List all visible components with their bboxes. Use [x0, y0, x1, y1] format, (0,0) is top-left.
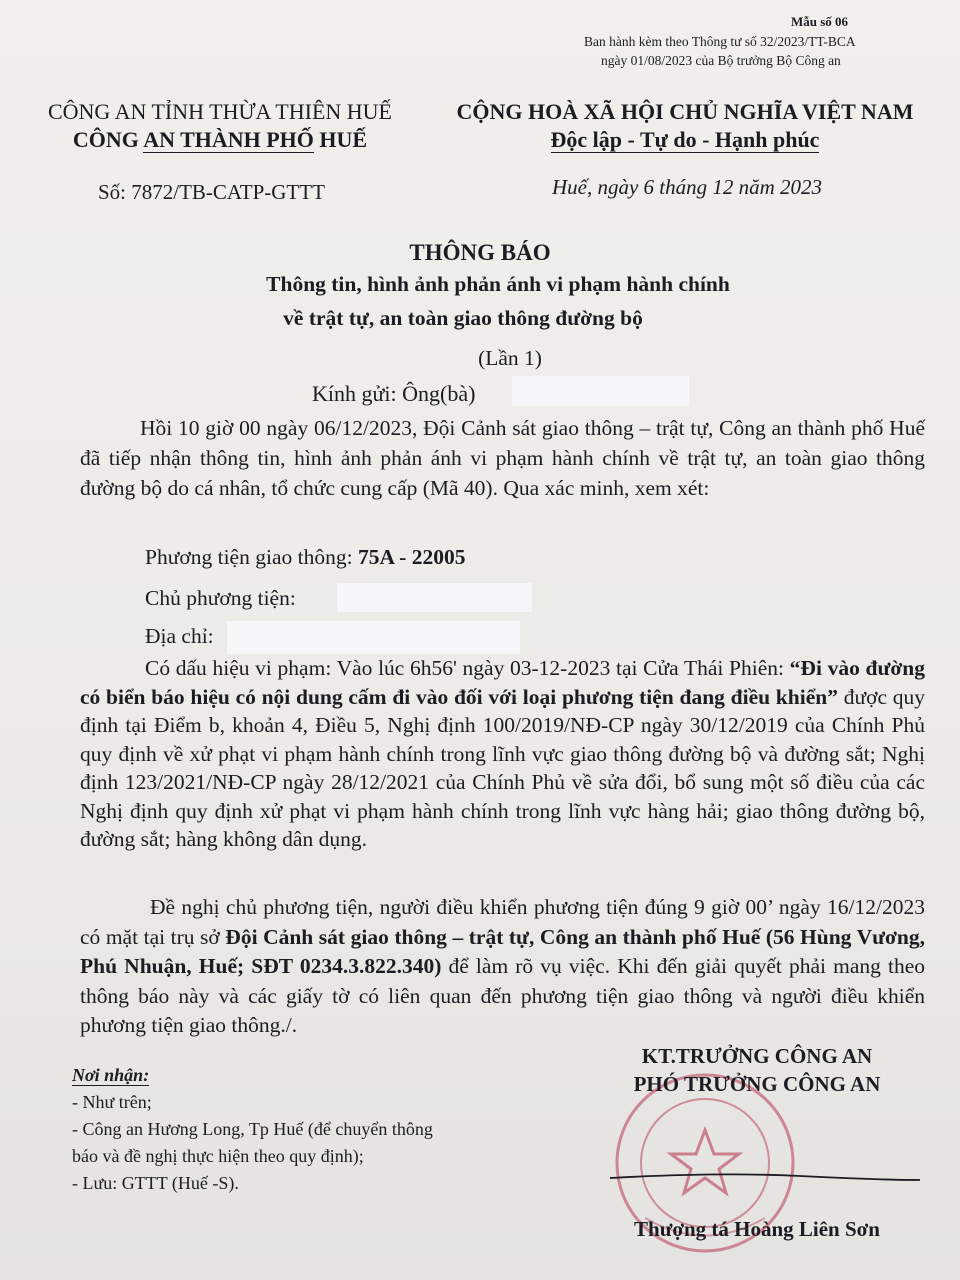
- recipients-heading: Nơi nhận:: [72, 1065, 150, 1085]
- redacted-name: [512, 376, 689, 406]
- signer-name: Thượng tá Hoàng Liên Sơn: [634, 1217, 880, 1241]
- document-number: Số: 7872/TB-CATP-GTTT: [98, 180, 325, 204]
- address-field: Địa chỉ:: [145, 624, 214, 648]
- signature-stroke: [600, 1150, 930, 1190]
- recipient-item: báo và đề nghị thực hiện theo quy định);: [72, 1146, 364, 1166]
- document-subtitle-line-1: Thông tin, hình ảnh phản ánh vi phạm hành chính: [266, 272, 730, 296]
- addressee-line: Kính gửi: Ông(bà): [312, 381, 476, 406]
- recipient-item: - Lưu: GTTT (Huế -S).: [72, 1173, 239, 1193]
- owner-field: Chủ phương tiện:: [145, 586, 296, 610]
- notice-occasion: (Lần 1): [478, 346, 542, 370]
- request-paragraph: Đề nghị chủ phương tiện, người điều khiển phương tiện đúng 9 giờ 00’ ngày 16/12/2023 có mặt tại trụ sở Đội Cảnh sát giao thông – trật tự, Công an thành phố Huế (56 Hùng Vương, Phú Nhuận, Huế; SĐT 0234.3.822.340) để làm rõ vụ việc. Khi đến giải quyết phải mang theo thông báo này và các giấy tờ có liên quan đến phương tiện giao thông và người điều khiển phương tiện giao thông./.: [80, 895, 925, 1037]
- recipient-item: - Công an Hương Long, Tp Huế (để chuyển thông: [72, 1119, 433, 1139]
- signer-authority: KT.TRƯỞNG CÔNG AN: [641, 1044, 873, 1068]
- intro-paragraph: Hồi 10 giờ 00 ngày 06/12/2023, Đội Cảnh sát giao thông – trật tự, Công an thành phố Huế đã tiếp nhận thông tin, hình ảnh phản ánh vi phạm hành chính về trật tự, an toàn giao thông đường bộ do cá nhân, tổ chức cung cấp (Mã 40). Qua xác minh, xem xét:: [80, 416, 925, 500]
- issuing-unit: CÔNG AN THÀNH PHỐ HUẾ: [72, 127, 368, 152]
- form-number: Mẫu số 06: [790, 14, 848, 29]
- form-reference-line-2: ngày 01/08/2023 của Bộ trưởng Bộ Công an: [601, 53, 841, 68]
- violation-paragraph: Có dấu hiệu vi phạm: Vào lúc 6h56' ngày 03-12-2023 tại Cửa Thái Phiên: “Đi vào đường có biển báo hiệu có nội dung cấm đi vào đối với loại phương tiện đang điều khiển” được quy định tại Điểm b, khoản 4, Điều 5, Nghị định 100/2019/NĐ-CP ngày 30/12/2019 của Chính Phủ quy định về xử phạt vi phạm hành chính trong lĩnh vực giao thông đường bộ và đường sắt; Nghị định 123/2021/NĐ-CP ngày 28/12/2021 của Chính Phủ về sửa đổi, bổ sung một số điều của các Nghị định quy định xử phạt vi phạm hành chính trong lĩnh vực hàng hải; giao thông đường bộ, đường sắt; hàng không dân dụng.: [80, 656, 926, 851]
- national-heading: [440, 98, 930, 154]
- form-reference-line-1: Ban hành kèm theo Thông tư số 32/2023/TT-BCA: [584, 34, 856, 49]
- document-subtitle-line-2: về trật tự, an toàn giao thông đường bộ: [283, 306, 643, 330]
- recipient-item: - Như trên;: [72, 1092, 152, 1112]
- country-name: CỘNG HOÀ XÃ HỘI CHỦ NGHĨA VIỆT NAM: [456, 99, 914, 124]
- vehicle-field: Phương tiện giao thông: 75A - 22005: [145, 545, 466, 569]
- redacted-owner: [337, 583, 532, 612]
- redacted-address: [227, 621, 520, 654]
- national-motto: Độc lập - Tự do - Hạnh phúc: [550, 127, 820, 152]
- parent-agency: CÔNG AN TỈNH THỪA THIÊN HUẾ: [47, 99, 392, 124]
- signer-position: PHÓ TRƯỞNG CÔNG AN: [633, 1072, 881, 1096]
- place-and-date: Huế, ngày 6 tháng 12 năm 2023: [552, 175, 823, 199]
- recipients-block: [72, 1062, 433, 1197]
- document-title: THÔNG BÁO: [409, 240, 551, 265]
- issuing-agency: [30, 98, 410, 154]
